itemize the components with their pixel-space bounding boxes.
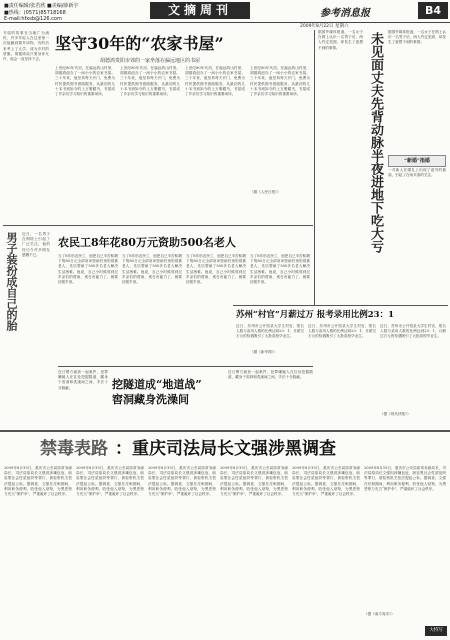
main-body-col4: 2009年8月19日，重庆市公安局原常务副局长、司法局原局长文强因涉嫌包庇、纵容黑社会性质组织等罪行，被检察机关依法提起公诉。据调查，文强在任职期间，利用职务便利，收受他人财物，为黑恶势力充当“保护伞”，严重破坏了社会秩序。	[220, 466, 288, 497]
story2-headline: 农民工8年花80万元资助500名老人	[58, 236, 236, 249]
main-headline: ：重庆司法局长文强涉黑调查	[115, 439, 336, 459]
story1-body-col1: 上世纪80年代初，在偏远的山村里，胡德鸿创办了一间小小的农家书屋。三十年来，他坚持每天开门，免费为村民提供图书借阅服务，从最初的几十本书到如今的上万册藏书，书屋成了乡亲们学习知识的重要场所。	[55, 66, 115, 97]
story2-body-col4: 当了8年的农民工，他把自己辛苦积攒下的80万元全部用来资助村里的孤寡老人，先后帮助了500多名老人解决生活困难。他说，自己小时候得到过乡亲们的帮助，现在有能力了，就要回报乡里。	[250, 254, 310, 285]
vertical-banner-body: 近日，一名男子在网络上引起了广泛关注，他的经历令许多网友感慨不已。	[22, 232, 50, 257]
main-kicker: 禁毒表路	[40, 439, 108, 459]
main-body-col5: 2009年8月19日，重庆市公安局原常务副局长、司法局原局长文强因涉嫌包庇、纵容黑社会性质组织等罪行，被检察机关依法提起公诉。据调查，文强在任职期间，利用职务便利，收受他人财物，为黑恶势力充当“保护伞”，严重破坏了社会秩序。	[292, 466, 360, 497]
story2-body-col1: 当了8年的农民工，他把自己辛苦积攒下的80万元全部用来资助村里的孤寡老人，先后帮助了500多名老人解决生活困难。他说，自己小时候得到过乡亲们的帮助，现在有能力了，就要回报乡里。	[58, 254, 118, 285]
main-body-col2: 2009年8月19日，重庆市公安局原常务副局长、司法局原局长文强因涉嫌包庇、纵容黑社会性质组织等罪行，被检察机关依法提起公诉。据调查，文强在任职期间，利用职务便利，收受他人财物，为黑恶势力充当“保护伞”，严重破坏了社会秩序。	[76, 466, 144, 497]
story4-body-col3: 近日，苏州市公开招录大学生村官，报名人数与录用人数的比例达到23：1，月薪过万元的待遇吸引了大批高校毕业生。	[380, 324, 446, 339]
story1-subheadline: 胡德鸿贵阳市郊的一家坐落在偏远地区的书屋	[100, 58, 201, 64]
story3-headline2: 窖洞藏身洗澡间	[112, 393, 189, 406]
masthead	[0, 0, 450, 23]
story1-source: （据《人民日报》）	[250, 190, 281, 194]
right-box-body: 一对新人在婚礼上出现了意外的插曲，引起了在场宾客的关注。	[388, 168, 446, 178]
story4-headline: 苏州“村官”月薪过万 报考录用比例23：1	[236, 310, 394, 320]
email: E-mail:hfxsb@126.com	[4, 16, 62, 22]
story2-source: （据《新华网》）	[250, 350, 277, 354]
editor-line: ■责任编辑/张若欣 ■美编/薛新宇	[4, 3, 79, 9]
story2-body-col3: 当了8年的农民工，他把自己辛苦积攒下的80万元全部用来资助村里的孤寡老人，先后帮助了500多名老人解决生活困难。他说，自己小时候得到过乡亲们的帮助，现在有能力了，就要回报乡里。	[186, 254, 246, 285]
main-body-col6: 2009年8月19日，重庆市公安局原常务副局长、司法局原局长文强因涉嫌包庇、纵容黑社会性质组织等罪行，被检察机关依法提起公诉。据调查，文强在任职期间，利用职务便利，收受他人财物，为黑恶势力充当“保护伞”，严重破坏了社会秩序。	[364, 466, 446, 491]
right-column-body: 据国外媒体报道，一名女子在网上认识一名男子后，两人约定见面，却发生了意想不到的事情。	[318, 30, 363, 50]
issue-date: 2009年8月22日 星期六	[300, 24, 349, 29]
main-source: （据《南方周末》）	[364, 612, 395, 616]
right-box-label: “新婚”指婚	[388, 155, 446, 167]
footer-tag: 大特写	[425, 626, 447, 636]
story2-body-col2: 当了8年的农民工，他把自己辛苦积攒下的80万元全部用来资助村里的孤寡老人，先后帮助了500多名老人解决生活困难。他说，自己小时候得到过乡亲们的帮助，现在有能力了，就要回报乡里。	[122, 254, 182, 285]
main-body-col1: 2009年8月19日，重庆市公安局原常务副局长、司法局原局长文强因涉嫌包庇、纵容黑社会性质组织等罪行，被检察机关依法提起公诉。据调查，文强在任职期间，利用职务便利，收受他人财物，为黑恶势力充当“保护伞”，严重破坏了社会秩序。	[4, 466, 72, 497]
story1-body-col4: 上世纪80年代初，在偏远的山村里，胡德鸿创办了一间小小的农家书屋。三十年来，他坚持每天开门，免费为村民提供图书借阅服务，从最初的几十本书到如今的上万册藏书，书屋成了乡亲们学习知识的重要场所。	[250, 66, 310, 97]
vertical-banner-title: 男子装扮成自己的胎	[5, 232, 18, 331]
story4-body-col1: 近日，苏州市公开招录大学生村官，报名人数与录用人数的比例达到23：1，月薪过万元的待遇吸引了大批高校毕业生。	[236, 324, 304, 339]
story4-body-col2: 近日，苏州市公开招录大学生村官，报名人数与录用人数的比例达到23：1，月薪过万元的待遇吸引了大批高校毕业生。	[308, 324, 376, 339]
story3-body-left: 近日警方破获一起案件，犯罪嫌疑人在住处挖掘隧道，藏身于窖洞和洗澡间之间，手法十分隐蔽。	[58, 370, 108, 390]
story3-body-right: 近日警方破获一起案件，犯罪嫌疑人在住处挖掘隧道，藏身于窖洞和洗澡间之间，手法十分隐蔽。	[228, 370, 313, 380]
hotline: ■热线：(0571)85718168	[4, 9, 66, 16]
right-story-col: 据国外媒体报道，一名女子在网上认识一名男子后，两人约定见面，却发生了意想不到的事情。	[388, 30, 446, 45]
story1-body-col3: 上世纪80年代初，在偏远的山村里，胡德鸿创办了一间小小的农家书屋。三十年来，他坚持每天开门，免费为村民提供图书借阅服务，从最初的几十本书到如今的上万册藏书，书屋成了乡亲们学习知识的重要场所。	[185, 66, 245, 97]
story1-body-col2: 上世纪80年代初，在偏远的山村里，胡德鸿创办了一间小小的农家书屋。三十年来，他坚持每天开门，免费为村民提供图书借阅服务，从最初的几十本书到如今的上万册藏书，书屋成了乡亲们学习知识的重要场所。	[120, 66, 180, 97]
section-title: 文摘周刊	[150, 2, 250, 19]
story3-headline: 挖隧道成“地道战”	[112, 378, 202, 391]
right-vertical-headline: 未见面丈夫先背动脉半夜进地下吃大亏	[368, 32, 383, 253]
story4-source: （据《现代快报》）	[380, 412, 411, 416]
paper-name: 参考消息报	[320, 8, 370, 19]
main-body-col3: 2009年8月19日，重庆市公安局原常务副局长、司法局原局长文强因涉嫌包庇、纵容黑社会性质组织等罪行，被检察机关依法提起公诉。据调查，文强在任职期间，利用职务便利，收受他人财物，为黑恶势力充当“保护伞”，严重破坏了社会秩序。	[148, 466, 216, 497]
story1-headline: 坚守30年的“农家书屋”	[55, 34, 224, 53]
page-number: B4	[418, 2, 448, 19]
masthead-credits	[4, 3, 124, 23]
story1-lead-column: 书屋的故事在当地广为流传，许多年轻人在这里第一次接触到课外读物，有的后来考上了大学，成为乡村的骄傲。胡德鸿说只要身体允许，他会一直坚持下去。	[3, 31, 49, 62]
